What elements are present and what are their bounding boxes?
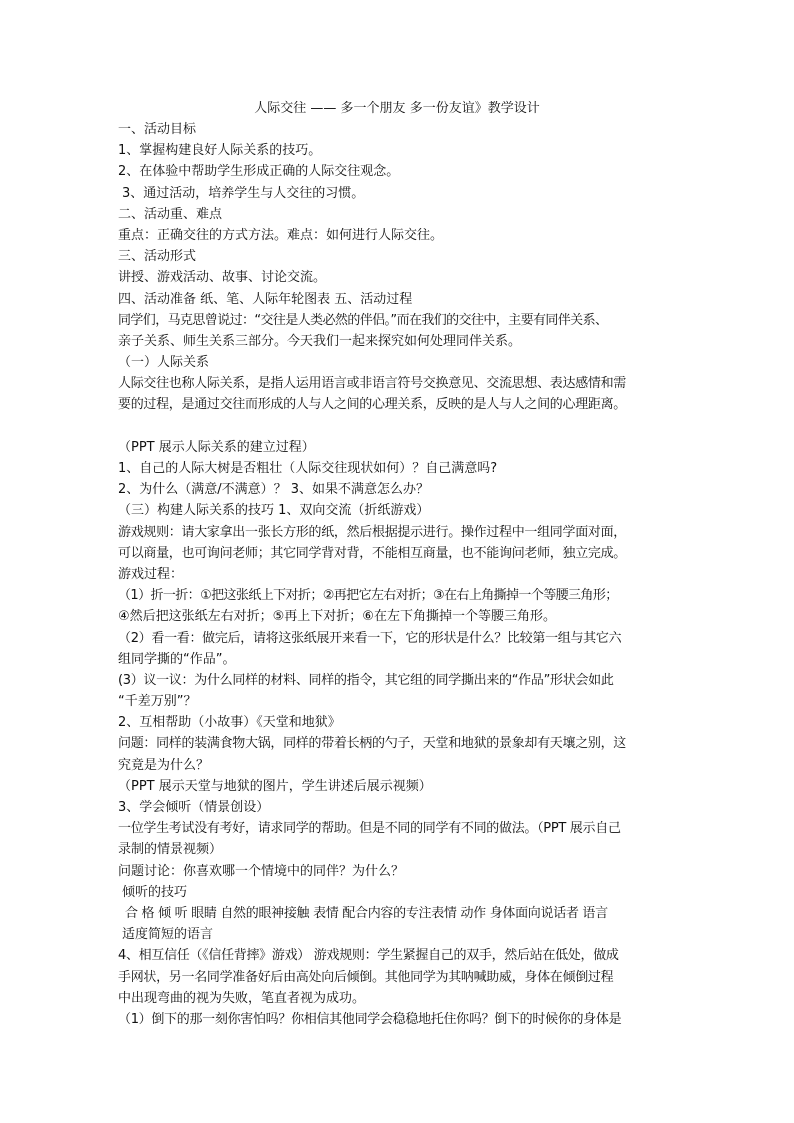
paragraph-line: （PPT 展示人际关系的建立过程） (118, 439, 315, 455)
paragraph-line: 倾听的技巧 (122, 884, 188, 900)
paragraph-line: 同学们，马克思曾说过：“交往是人类必然的伴侣。”而在我们的交往中，主要有同伴关系、 (118, 312, 608, 328)
paragraph-line: 1、自己的人际大树是否粗壮（人际交往现状如何）？自己满意吗? (118, 461, 498, 476)
paragraph-line: （2）看一看：做完后，请将这张纸展开来看一下，它的形状是什么？比较第一组与其它六 (118, 630, 622, 646)
page-title: 人际交往 —— 多一个朋友 多一份友谊》教学设计 (254, 101, 540, 116)
paragraph-line: 问题：同样的装满食物大锅，同样的带着长柄的勺子，天堂和地狱的景象却有天壤之别，这 (118, 736, 627, 752)
paragraph-line: 人际交往也称人际关系，是指人运用语言或非语言符号交换意见、交流思想、表达感情和需 (118, 376, 627, 392)
subsection-heading: （三）构建人际关系的技巧 1、双向交流（折纸游戏） (118, 503, 430, 519)
subsection-heading: 4、相互信任（《信任背摔》游戏） 游戏规则：学生紧握自己的双手，然后站在低处，做成 (118, 948, 619, 964)
paragraph-line: 手网状，另一名同学准备好后由高处向后倾倒。其他同学为其呐喊助威，身体在倾倒过程 (118, 969, 614, 985)
subsection-heading: 2、互相帮助（小故事）《天堂和地狱》 (118, 715, 341, 731)
paragraph-line: 游戏规则：请大家拿出一张长方形的纸，然后根据提示进行。操作过程中一组同学面对面， (118, 524, 627, 540)
blank-line (118, 416, 678, 437)
paragraph-line: “千差万别”？ (118, 694, 197, 710)
paragraph-line: (3）议一议：为什么同样的材料、同样的指令，其它组的同学撕出来的“作品”形状会如此 (118, 672, 614, 688)
paragraph-line: 一位学生考试没有考好，请求同学的帮助。但是不同的同学有不同的做法。（PPT 展示自己 (118, 821, 621, 837)
paragraph-line: 2、在体验中帮助学生形成正确的人际交往观念。 (118, 164, 400, 180)
paragraph-line: 亲子关系、师生关系三部分。今天我们一起来探究如何处理同伴关系。 (118, 333, 522, 349)
section-heading: 一、活动目标 (118, 122, 197, 137)
paragraph-line: 组同学撕的“作品”。 (118, 651, 236, 667)
paragraph-line: （1）倒下的那一刻你害怕吗？你相信其他同学会稳稳地托住你吗？倒下的时候你的身体是 (118, 1011, 622, 1027)
paragraph-line: 重点：正确交往的方式方法。难点：如何进行人际交往。 (118, 227, 444, 243)
paragraph-line: 究竟是为什么？ (118, 757, 210, 773)
section-heading: 三、活动形式 (118, 249, 197, 265)
paragraph-line: 讲授、游戏活动、故事、讨论交流。 (118, 270, 327, 286)
paragraph-line: 1、掌握构建良好人际关系的技巧。 (118, 143, 322, 159)
paragraph-line: 录制的情景视频） (118, 842, 223, 858)
paragraph-line: 2、为什么（满意/不满意）？ 3、如果不满意怎么办？ (118, 482, 430, 498)
subsection-heading: （一）人际关系 (118, 355, 210, 371)
paragraph-line: （1）折一折：①把这张纸上下对折；②再把它左右对折；③在右上角撕掉一个等腰三角形； (118, 588, 618, 604)
paragraph-line: 适度简短的语言 (122, 927, 214, 943)
section-heading: 四、活动准备 纸、笔、人际年轮图表 五、活动过程 (118, 291, 413, 307)
paragraph-line: 可以商量，也可询问老师；其它同学背对背，不能相互商量，也不能询问老师，独立完成。 (118, 545, 627, 561)
paragraph-line: 要的过程，是通过交往而形成的人与人之间的心理关系，反映的是人与人之间的心理距离。 (118, 397, 627, 413)
paragraph-line: 3、通过活动，培养学生与人交往的习惯。 (122, 185, 365, 201)
paragraph-line: ④然后把这张纸左右对折；⑤再上下对折；⑥在左下角撕掉一个等腰三角形。 (118, 609, 556, 625)
section-heading: 二、活动重、难点 (118, 206, 223, 222)
document-body (118, 119, 678, 1030)
paragraph-line: 合 格 倾 听 眼睛 自然的眼神接触 表情 配合内容的专注表情 动作 身体面向说话者 语言 (125, 905, 608, 921)
subsection-heading: 3、学会倾听（情景创设） (118, 800, 270, 815)
paragraph-line: 问题讨论：你喜欢哪一个情境中的同伴？为什么？ (118, 863, 405, 879)
paragraph-line: （PPT 展示天堂与地狱的图片，学生讲述后展示视频） (118, 778, 432, 794)
paragraph-line: 游戏过程： (118, 566, 184, 582)
paragraph-line: 中出现弯曲的视为失败，笔直者视为成功。 (118, 990, 366, 1006)
